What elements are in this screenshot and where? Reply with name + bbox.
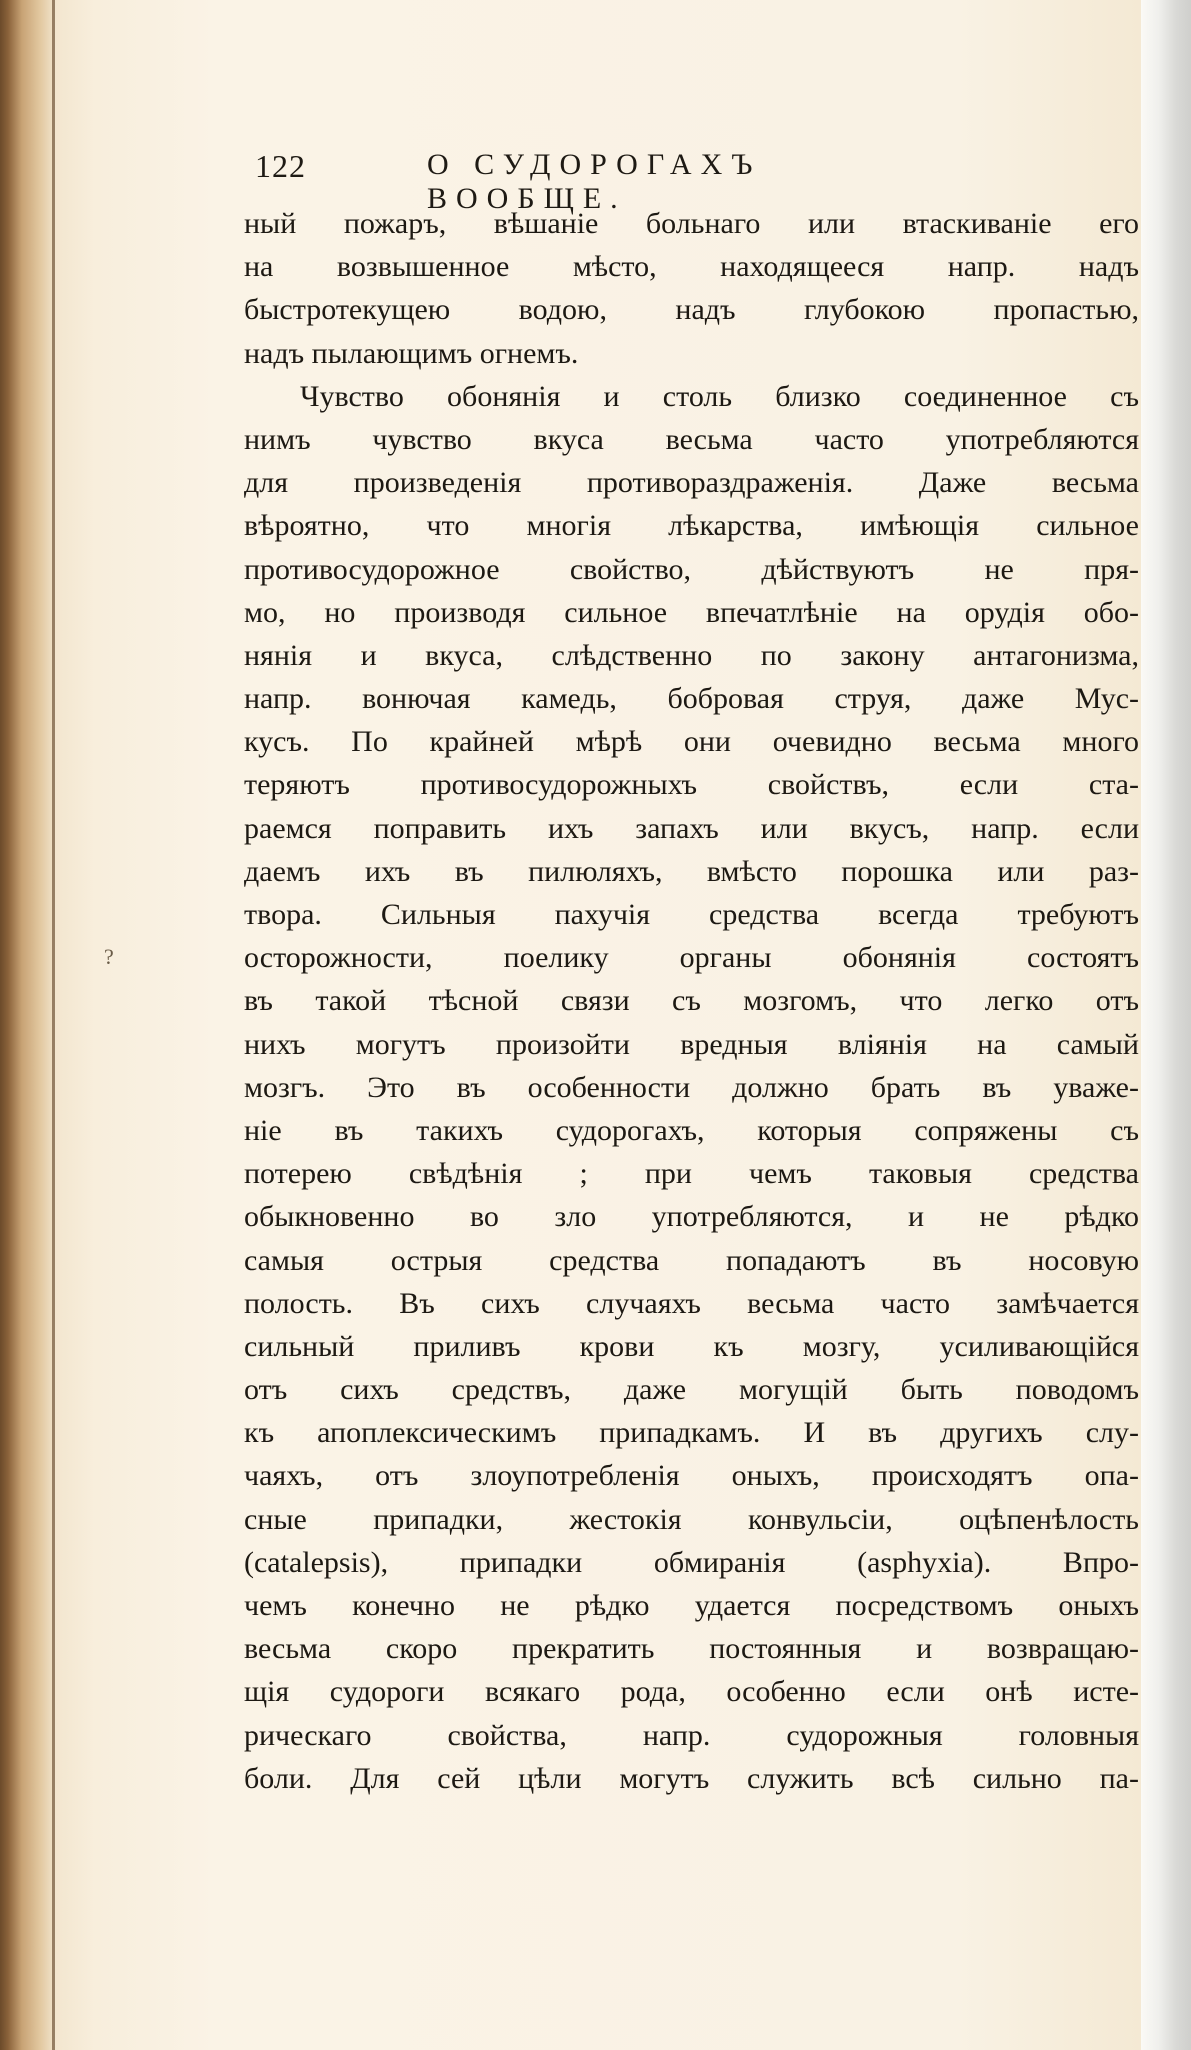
text-line: нянія и вкуса, слѣдственно по закону антагонизма,	[244, 638, 1139, 672]
page-right-edge	[1141, 0, 1191, 2050]
page-number: 122	[255, 148, 306, 184]
text-line: чаяхъ, отъ злоупотребленія оныхъ, происходятъ опа-	[244, 1459, 1139, 1493]
text-line: полость. Въ сихъ случаяхъ весьма часто замѣчается	[244, 1286, 1139, 1320]
body-text	[244, 202, 1139, 1800]
text-line: самыя острыя средства попадаютъ въ носовую	[244, 1243, 1139, 1277]
text-line: сные припадки, жестокія конвульсіи, оцѣпенѣлость	[244, 1502, 1139, 1536]
book-binding-edge	[0, 0, 55, 2050]
text-line: Чувство обонянія и столь близко соединенное съ	[300, 379, 1139, 413]
text-line: отъ сихъ средствъ, даже могущій быть поводомъ	[244, 1373, 1139, 1407]
text-line: потерею свѣдѣнія ; при чемъ таковыя средства	[244, 1157, 1139, 1191]
margin-mark: ?	[104, 944, 114, 969]
text-line: кусъ. По крайней мѣрѣ они очевидно весьма много	[244, 725, 1139, 759]
text-line: мозгъ. Это въ особенности должно брать въ уваже-	[244, 1070, 1139, 1104]
text-line: ный пожаръ, вѣшаніе больнаго или втаскиваніе его	[244, 207, 1139, 240]
text-line: боли. Для сей цѣли могутъ служить всѣ сильно па-	[244, 1761, 1139, 1795]
text-line: вѣроятно, что многія лѣкарства, имѣющія сильное	[244, 509, 1139, 543]
text-line: нимъ чувство вкуса весьма часто употребляются	[244, 422, 1139, 456]
text-line: къ апоплексическимъ припадкамъ. И въ другихъ слу-	[244, 1416, 1139, 1450]
text-line: сильный приливъ крови къ мозгу, усиливающійся	[244, 1329, 1139, 1363]
text-line: на возвышенное мѣсто, находящееся напр. надъ	[244, 250, 1139, 284]
text-line: чемъ конечно не рѣдко удается посредствомъ оныхъ	[244, 1589, 1139, 1622]
text-line: мо, но производя сильное впечатлѣніе на орудія обо-	[244, 595, 1139, 629]
text-line: напр. вонючая камедь, бобровая струя, даже Мус-	[244, 682, 1139, 716]
text-line: теряютъ противосудорожныхъ свойствъ, если ста-	[244, 768, 1139, 802]
text-line: рическаго свойства, напр. судорожныя головныя	[244, 1718, 1139, 1752]
text-line: раемся поправить ихъ запахъ или вкусъ, напр. если	[244, 811, 1139, 845]
text-line: быстротекущею водою, надъ глубокою пропастью,	[244, 293, 1139, 327]
text-line: обыкновенно во зло употребляются, и не рѣдко	[244, 1200, 1139, 1234]
text-line: надъ пылающимъ огнемъ.	[244, 336, 579, 370]
text-line: осторожности, поелику органы обонянія состоятъ	[244, 941, 1139, 975]
text-line: нихъ могутъ произойти вредныя вліянія на самый	[244, 1027, 1139, 1061]
binding-gutter-line	[52, 0, 55, 2050]
text-line: (catalepsis), припадки обмиранія (asphyxia). Впро-	[244, 1545, 1139, 1579]
text-line: противосудорожное свойство, дѣйствуютъ не пря-	[244, 552, 1139, 586]
running-title: О СУДОРОГАХЪ ВООБЩЕ.	[427, 148, 762, 215]
page-header	[255, 148, 955, 215]
text-line: въ такой тѣсной связи съ мозгомъ, что легко отъ	[244, 984, 1139, 1018]
text-line: для произведенія противораздраженія. Даже весьма	[244, 466, 1139, 500]
text-line: твора. Сильныя пахучія средства всегда требуютъ	[244, 898, 1139, 931]
text-line: весьма скоро прекратить постоянныя и возвращаю-	[244, 1632, 1139, 1666]
text-line: даемъ ихъ въ пилюляхъ, вмѣсто порошка или раз-	[244, 854, 1139, 888]
text-line: щія судороги всякаго рода, особенно если онѣ исте-	[244, 1675, 1139, 1709]
text-line: ніе въ такихъ судорогахъ, которыя сопряжены съ	[244, 1113, 1139, 1147]
